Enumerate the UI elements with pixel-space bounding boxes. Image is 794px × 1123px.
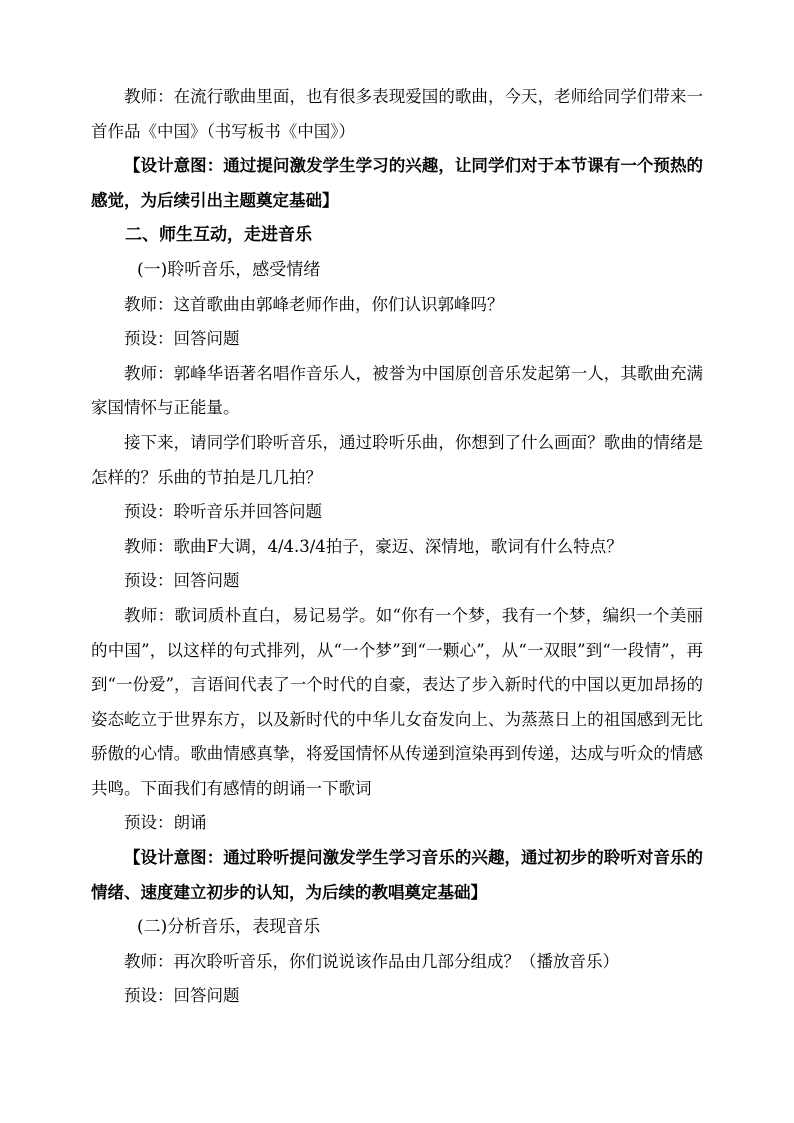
document-page — [91, 80, 703, 1014]
paragraph-teacher-guofeng: 教师：郭峰华语著名唱作音乐人，被誉为中国原创音乐发起第一人，其歌曲充满家国情怀与正能量。 — [91, 363, 703, 418]
paragraph-preset-2: 预设：聆听音乐并回答问题 — [124, 502, 322, 522]
design-intent-2: 【设计意图：通过聆听提问激发学生学习音乐的兴趣，通过初步的聆听对音乐的情绪、速度建立初步的认知，为后续的教唱奠定基础】 — [91, 848, 703, 902]
paragraph-teacher-question-1: 教师：这首歌曲由郭峰老师作曲，你们认识郭峰吗？ — [124, 294, 504, 314]
subsection-heading-2: (二)分析音乐，表现音乐 — [137, 917, 321, 938]
paragraph-preset-5: 预设：回答问题 — [124, 986, 240, 1006]
subsection-heading-1: (一)聆听音乐，感受情绪 — [137, 259, 321, 280]
paragraph-listen-prompt: 接下来，请同学们聆听音乐，通过聆听乐曲，你想到了什么画面？歌曲的情绪是怎样的？乐曲的节拍是几几拍？ — [91, 432, 703, 487]
paragraph-teacher-key: 教师：歌曲F大调，4/4.3/4拍子，豪迈、深情地，歌词有什么特点？ — [124, 536, 623, 556]
paragraph-preset-1: 预设：回答问题 — [124, 329, 240, 349]
paragraph-teacher-lyrics: 教师：歌词质朴直白，易记易学。如“你有一个梦，我有一个梦，编织一个美丽的中国”，以这样的句式排列，从“一个梦”到“一颗心”，从“一双眼”到“一段情”，再到“一份爱”，言语间代表了一个时代的自豪，表达了步入新时代的中国以更加昂扬的姿态屹立于世界东方，以及新时代的中华儿女奋发向上、为蒸蒸日上的祖国感到无比骄傲的心情。歌曲情感真挚，将爱国情怀从传递到渲染再到传递，达成与听众的情感共鸣。下面我们有感情的朗诵一下歌词 — [91, 605, 703, 798]
paragraph-preset-3: 预设：回答问题 — [124, 571, 240, 591]
paragraph-teacher-question-2: 教师：再次聆听音乐，你们说说该作品由几部分组成？（播放音乐） — [124, 951, 619, 971]
paragraph-teacher-intro: 教师：在流行歌曲里面，也有很多表现爱国的歌曲，今天，老师给同学们带来一首作品《中国》（书写板书《中国》） — [91, 87, 703, 141]
section-heading-2: 二、师生互动，走进音乐 — [125, 225, 312, 246]
design-intent-1: 【设计意图：通过提问激发学生学习的兴趣，让同学们对于本节课有一个预热的感觉，为后续引出主题奠定基础】 — [91, 156, 703, 210]
paragraph-preset-4: 预设：朗诵 — [124, 813, 207, 833]
